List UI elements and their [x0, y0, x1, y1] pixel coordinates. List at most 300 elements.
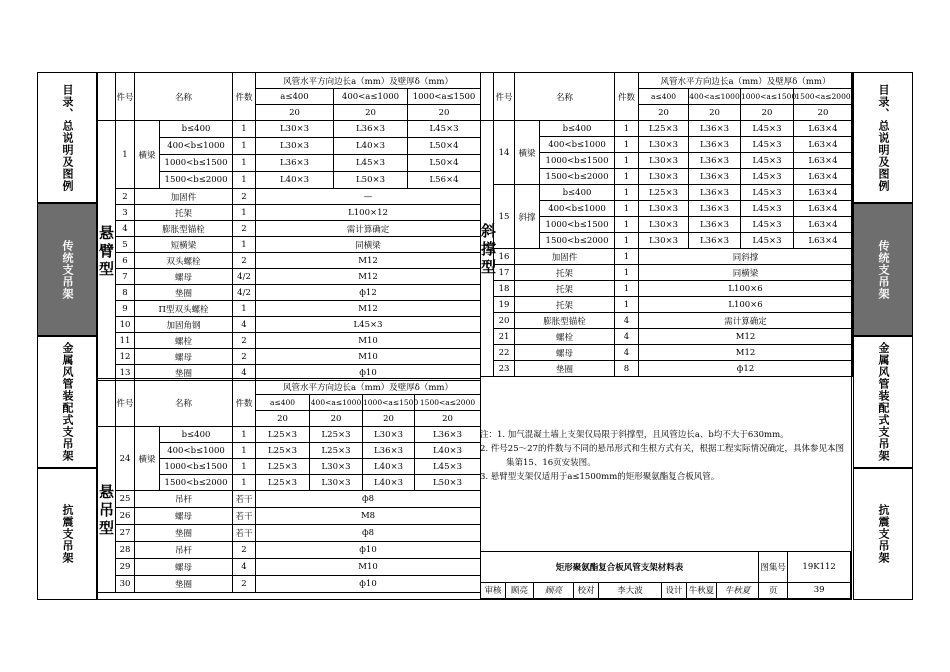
sidebar-tab-0[interactable]: [37, 72, 97, 203]
page-label: 页: [759, 582, 788, 598]
count-cell: 4: [615, 345, 639, 361]
spec-cell: L36×3: [689, 121, 741, 137]
component-name: 吊杆: [135, 542, 233, 559]
spec-cell: L45×3: [741, 201, 794, 217]
table-row: [481, 313, 853, 329]
header-range: a≤400: [256, 395, 310, 411]
spec-cell: L36×3: [689, 169, 741, 185]
spec-cell: L30×3: [310, 459, 363, 475]
count-cell: 1: [615, 137, 639, 153]
reviewer-name: 顾亮: [506, 582, 534, 598]
count-cell: 1: [233, 155, 256, 172]
component-name: 加固件: [135, 189, 233, 205]
section-label-char: 斜: [481, 221, 497, 240]
component-name: 斜撑: [515, 185, 540, 249]
spec-cell: L25×3: [256, 459, 310, 475]
item-number: 6: [116, 253, 135, 269]
item-number: 26: [116, 508, 135, 525]
component-name: 螺母: [135, 559, 233, 576]
item-number: 7: [116, 269, 135, 285]
page-number: 39: [788, 582, 851, 598]
table-row: [98, 253, 481, 269]
spec-cell: M10: [256, 349, 481, 365]
spec-cell: L30×3: [363, 427, 415, 443]
spec-cell: L25×3: [256, 443, 310, 459]
component-name: 螺栓: [515, 329, 615, 345]
section-label-blank: [481, 73, 494, 121]
table-row: [98, 427, 481, 443]
component-name: 膨胀型锚栓: [515, 313, 615, 329]
section-label-char: 悬: [98, 482, 114, 501]
count-cell: 2: [233, 349, 256, 365]
spec-cell: L30×3: [256, 138, 334, 155]
beam-range: 1500<b≤2000: [160, 172, 233, 189]
component-name: 横梁: [135, 427, 160, 491]
header-thickness: 20: [415, 411, 481, 427]
item-number: 11: [116, 333, 135, 349]
component-name: 短横梁: [135, 237, 233, 253]
header-range: 1000<a≤1500: [741, 89, 794, 105]
header-count: 件数: [615, 73, 639, 121]
title-block: [480, 551, 851, 599]
component-name: 螺母: [515, 345, 615, 361]
spec-cell: L36×3: [689, 137, 741, 153]
spec-cell: ф10: [256, 576, 481, 593]
sidebar-tab-0[interactable]: [853, 72, 913, 203]
component-name: 加固角钢: [135, 317, 233, 333]
count-cell: 2: [233, 221, 256, 237]
sidebar-tab-label: 金属风管装配式支吊架: [877, 342, 890, 462]
spec-cell: L30×3: [310, 475, 363, 491]
spec-cell: L63×4: [794, 137, 853, 153]
item-number: 22: [494, 345, 515, 361]
count-cell: 若干: [233, 508, 256, 525]
item-number: 16: [494, 249, 515, 265]
header-name: 名称: [135, 73, 233, 121]
beam-range: b≤400: [160, 427, 233, 443]
component-name: 垫圈: [135, 285, 233, 301]
spec-cell: ф12: [639, 361, 853, 377]
table-row: [98, 221, 481, 237]
header-range: 400<a≤1000: [689, 89, 741, 105]
count-cell: 1: [615, 185, 639, 201]
beam-range: 400<b≤1000: [540, 137, 615, 153]
spec-cell: ф10: [256, 542, 481, 559]
component-name: 托架: [515, 265, 615, 281]
header-item-no: 件号: [116, 379, 135, 427]
count-cell: 4: [233, 317, 256, 333]
reviewer-signature: 顾亮: [534, 582, 574, 598]
spec-cell: L45×3: [415, 459, 481, 475]
section-label-char: 悬: [98, 223, 114, 242]
count-cell: 若干: [233, 491, 256, 508]
spec-cell: L30×3: [639, 201, 689, 217]
checker-name: 李大波: [599, 582, 662, 598]
spec-cell: L100×6: [639, 281, 853, 297]
count-cell: 2: [233, 542, 256, 559]
table-row: [481, 185, 853, 201]
section-label: [481, 121, 497, 377]
spec-cell: L25×3: [310, 427, 363, 443]
beam-range: 1500<b≤2000: [540, 233, 615, 249]
count-cell: 1: [615, 281, 639, 297]
atlas-number: 19K112: [788, 552, 851, 583]
table-row: [481, 265, 853, 281]
component-name: 垫圈: [135, 576, 233, 593]
table-row: [98, 205, 481, 221]
spec-cell: M12: [639, 329, 853, 345]
spec-cell: L25×3: [256, 427, 310, 443]
spec-cell: ф8: [256, 525, 481, 542]
count-cell: 1: [615, 265, 639, 281]
spec-cell: M8: [256, 508, 481, 525]
item-number: 14: [494, 121, 515, 185]
hanging-table: [97, 378, 481, 593]
spec-cell: L36×3: [689, 233, 741, 249]
spec-cell: L36×3: [689, 153, 741, 169]
item-number: 17: [494, 265, 515, 281]
header-range: 1000<a≤1500: [408, 89, 481, 105]
header-range: 400<a≤1000: [310, 395, 363, 411]
designer-signature: 牛秋夏: [717, 582, 759, 598]
header-thickness: 20: [334, 105, 408, 121]
section-label-char: 型: [98, 518, 114, 537]
spec-cell: ф10: [256, 365, 481, 381]
atlas-label: 图集号: [759, 552, 788, 583]
header-thickness: 20: [256, 105, 334, 121]
header-span-title: 风管水平方向边长a（mm）及壁厚δ（mm）: [639, 73, 853, 89]
table-row: [481, 121, 853, 137]
item-number: 12: [116, 349, 135, 365]
sidebar-tab-label: 传统支吊架: [877, 239, 890, 300]
count-cell: 1: [615, 201, 639, 217]
count-cell: 1: [233, 301, 256, 317]
spec-cell: L36×3: [256, 155, 334, 172]
header-item-no: 件号: [494, 73, 515, 121]
section-label: [98, 121, 116, 381]
sidebar-tab-label: 金属风管装配式支吊架: [61, 342, 74, 462]
spec-cell: L36×3: [689, 201, 741, 217]
item-number: 13: [116, 365, 135, 381]
table-row: [481, 361, 853, 377]
item-number: 24: [116, 427, 135, 491]
item-number: 28: [116, 542, 135, 559]
count-cell: 4: [233, 559, 256, 576]
item-number: 5: [116, 237, 135, 253]
count-cell: 1: [615, 249, 639, 265]
spec-cell: L63×4: [794, 185, 853, 201]
component-name: 托架: [135, 205, 233, 221]
header-name: 名称: [515, 73, 615, 121]
section-label-char: 型: [98, 259, 114, 278]
beam-range: b≤400: [540, 121, 615, 137]
section-label-char: 吊: [98, 500, 114, 519]
item-number: 30: [116, 576, 135, 593]
spec-cell: L100×12: [256, 205, 481, 221]
spec-cell: ф12: [256, 285, 481, 301]
table-row: [98, 491, 481, 508]
item-number: 27: [116, 525, 135, 542]
count-cell: 2: [233, 576, 256, 593]
spec-cell: L36×3: [415, 427, 481, 443]
sidebar-tab-1[interactable]: [37, 203, 97, 336]
table-row: [481, 329, 853, 345]
header-thickness: 20: [741, 105, 794, 121]
spec-cell: L36×3: [689, 217, 741, 233]
spec-cell: 同斜撑: [639, 249, 853, 265]
count-cell: 1: [615, 297, 639, 313]
sidebar-tab-2[interactable]: [37, 336, 97, 468]
diagonal-table: [480, 72, 853, 377]
spec-cell: L40×3: [334, 138, 408, 155]
header-range: a≤400: [256, 89, 334, 105]
table-row: [98, 542, 481, 559]
cantilever-table: [97, 72, 481, 381]
count-cell: 4: [615, 329, 639, 345]
section-label-blank: [98, 379, 116, 427]
count-cell: 4: [233, 365, 256, 381]
spec-cell: L30×3: [639, 217, 689, 233]
table-row: [98, 189, 481, 205]
spec-cell: L25×3: [256, 475, 310, 491]
spec-cell: L45×3: [741, 121, 794, 137]
header-span-title: 风管水平方向边长a（mm）及壁厚δ（mm）: [256, 73, 481, 89]
spec-cell: L63×4: [794, 169, 853, 185]
sidebar-tab-label: 抗震支吊架: [61, 504, 74, 564]
designer-name: 牛秋夏: [687, 582, 717, 598]
component-name: 螺母: [135, 508, 233, 525]
count-cell: 1: [615, 217, 639, 233]
component-name: 螺栓: [135, 333, 233, 349]
spec-cell: L45×3: [741, 169, 794, 185]
header-thickness: 20: [408, 105, 481, 121]
spec-cell: L25×3: [310, 443, 363, 459]
count-cell: 1: [233, 205, 256, 221]
header-item-no: 件号: [116, 73, 135, 121]
item-number: 19: [494, 297, 515, 313]
component-name: 加固件: [515, 249, 615, 265]
spec-cell: M12: [639, 345, 853, 361]
spec-cell: L30×3: [639, 137, 689, 153]
spec-cell: L45×3: [741, 217, 794, 233]
header-range: 1500<a≤2000: [794, 89, 853, 105]
header-name: 名称: [135, 379, 233, 427]
item-number: 29: [116, 559, 135, 576]
beam-range: 1000<b≤1500: [540, 217, 615, 233]
spec-cell: M12: [256, 301, 481, 317]
spec-cell: L40×3: [415, 443, 481, 459]
note-3: 3. 悬臂型支架仅适用于a≤1500mm的矩形聚氨酯复合板风管。: [480, 472, 720, 482]
sidebar-tab-3[interactable]: [37, 468, 97, 600]
beam-range: 400<b≤1000: [160, 443, 233, 459]
spec-cell: L40×3: [256, 172, 334, 189]
spec-cell: L63×4: [794, 153, 853, 169]
spec-cell: L40×3: [363, 475, 415, 491]
spec-cell: L50×3: [415, 475, 481, 491]
count-cell: 1: [233, 459, 256, 475]
table-row: [98, 349, 481, 365]
header-count: 件数: [233, 379, 256, 427]
spec-cell: L50×4: [408, 155, 481, 172]
spec-cell: ф8: [256, 491, 481, 508]
component-name: 垫圈: [515, 361, 615, 377]
spec-cell: L45×3: [741, 153, 794, 169]
component-name: 垫圈: [135, 525, 233, 542]
spec-cell: L63×4: [794, 217, 853, 233]
spec-cell: M12: [256, 269, 481, 285]
header-span-title: 风管水平方向边长a（mm）及壁厚δ（mm）: [256, 379, 481, 395]
header-range: 1000<a≤1500: [363, 395, 415, 411]
beam-range: 1000<b≤1500: [160, 155, 233, 172]
spec-cell: L63×4: [794, 233, 853, 249]
spec-cell: L100×6: [639, 297, 853, 313]
table-row: [98, 508, 481, 525]
drawing-title: 矩形聚氨酯复合板风管支架材料表: [481, 552, 759, 583]
table-row: [481, 73, 853, 89]
spec-cell: L45×3: [256, 317, 481, 333]
spec-cell: L30×3: [639, 153, 689, 169]
component-name: 垫圈: [135, 365, 233, 381]
table-row: [98, 559, 481, 576]
count-cell: 8: [615, 361, 639, 377]
table-row: [98, 237, 481, 253]
sidebar-tab-3[interactable]: [853, 468, 913, 600]
component-name: 螺母: [135, 349, 233, 365]
table-row: [98, 379, 481, 395]
table-row: [98, 317, 481, 333]
spec-cell: L25×3: [639, 121, 689, 137]
sidebar-tab-1[interactable]: [853, 203, 913, 336]
section-label-char: 型: [481, 257, 497, 276]
spec-cell: L30×3: [639, 169, 689, 185]
count-cell: 4/2: [233, 285, 256, 301]
beam-range: 400<b≤1000: [160, 138, 233, 155]
spec-cell: M12: [256, 253, 481, 269]
beam-range: b≤400: [540, 185, 615, 201]
beam-range: 1500<b≤2000: [540, 169, 615, 185]
table-row: [98, 121, 481, 138]
item-number: 8: [116, 285, 135, 301]
item-number: 2: [116, 189, 135, 205]
count-cell: 2: [233, 189, 256, 205]
header-count: 件数: [233, 73, 256, 121]
table-row: [98, 269, 481, 285]
spec-cell: 需计算确定: [639, 313, 853, 329]
header-range: 1500<a≤2000: [415, 395, 481, 411]
header-range: a≤400: [639, 89, 689, 105]
sidebar-tab-label: 传统支吊架: [61, 239, 74, 300]
count-cell: 1: [233, 427, 256, 443]
count-cell: 1: [615, 169, 639, 185]
count-cell: 4/2: [233, 269, 256, 285]
review-label: 审核: [481, 582, 506, 598]
spec-cell: L63×4: [794, 201, 853, 217]
section-label-char: 撑: [481, 239, 497, 258]
section-label-blank: [98, 73, 116, 121]
table-row: [98, 333, 481, 349]
spec-cell: L30×3: [639, 233, 689, 249]
header-thickness: 20: [639, 105, 689, 121]
count-cell: 2: [233, 253, 256, 269]
item-number: 18: [494, 281, 515, 297]
count-cell: 2: [233, 333, 256, 349]
header-thickness: 20: [794, 105, 853, 121]
item-number: 23: [494, 361, 515, 377]
check-label: 校对: [574, 582, 599, 598]
spec-cell: 需计算确定: [256, 221, 481, 237]
header-thickness: 20: [363, 411, 415, 427]
spec-cell: L45×3: [741, 137, 794, 153]
count-cell: 1: [233, 121, 256, 138]
spec-cell: L56×4: [408, 172, 481, 189]
spec-cell: L36×3: [363, 443, 415, 459]
component-name: 横梁: [515, 121, 540, 185]
component-name: 托架: [515, 297, 615, 313]
sidebar-tab-label: 抗震支吊架: [877, 504, 890, 564]
beam-range: 400<b≤1000: [540, 201, 615, 217]
spec-cell: L45×3: [741, 233, 794, 249]
section-label-char: 臂: [98, 241, 114, 260]
spec-cell: L45×3: [741, 185, 794, 201]
table-row: [98, 576, 481, 593]
header-range: 400<a≤1000: [334, 89, 408, 105]
item-number: 3: [116, 205, 135, 221]
table-row: [98, 285, 481, 301]
spec-cell: L45×3: [408, 121, 481, 138]
sidebar-tab-2[interactable]: [853, 336, 913, 468]
count-cell: 若干: [233, 525, 256, 542]
note-2: 2. 件号25～27的件数与不同的悬吊形式和生根方式有关，根据工程实际情况确定，具体参见本图集第15、16页安装图。: [480, 444, 844, 468]
item-number: 9: [116, 301, 135, 317]
spec-cell: M10: [256, 559, 481, 576]
beam-range: b≤400: [160, 121, 233, 138]
table-row: [481, 297, 853, 313]
count-cell: 1: [233, 237, 256, 253]
notes: [480, 428, 845, 484]
spec-cell: L45×3: [334, 155, 408, 172]
component-name: 托架: [515, 281, 615, 297]
table-row: [98, 73, 481, 89]
table-row: [98, 525, 481, 542]
header-thickness: 20: [256, 411, 310, 427]
item-number: 21: [494, 329, 515, 345]
table-row: [481, 249, 853, 265]
sidebar-tab-label: 目录、总说明及图例: [877, 83, 890, 192]
spec-cell: —: [256, 189, 481, 205]
spec-cell: L50×3: [334, 172, 408, 189]
component-name: 双头螺栓: [135, 253, 233, 269]
spec-cell: 同横梁: [639, 265, 853, 281]
count-cell: 1: [615, 153, 639, 169]
item-number: 15: [494, 185, 515, 249]
component-name: 膨胀型锚栓: [135, 221, 233, 237]
item-number: 1: [116, 121, 135, 189]
spec-cell: L36×3: [334, 121, 408, 138]
spec-cell: L30×3: [256, 121, 334, 138]
count-cell: 1: [615, 233, 639, 249]
count-cell: 1: [233, 172, 256, 189]
spec-cell: M10: [256, 333, 481, 349]
spec-cell: 同横梁: [256, 237, 481, 253]
component-name: 横梁: [135, 121, 160, 189]
count-cell: 1: [233, 475, 256, 491]
header-thickness: 20: [310, 411, 363, 427]
count-cell: 1: [233, 443, 256, 459]
beam-range: 1000<b≤1500: [160, 459, 233, 475]
component-name: 螺母: [135, 269, 233, 285]
header-thickness: 20: [689, 105, 741, 121]
section-label: [98, 427, 116, 593]
